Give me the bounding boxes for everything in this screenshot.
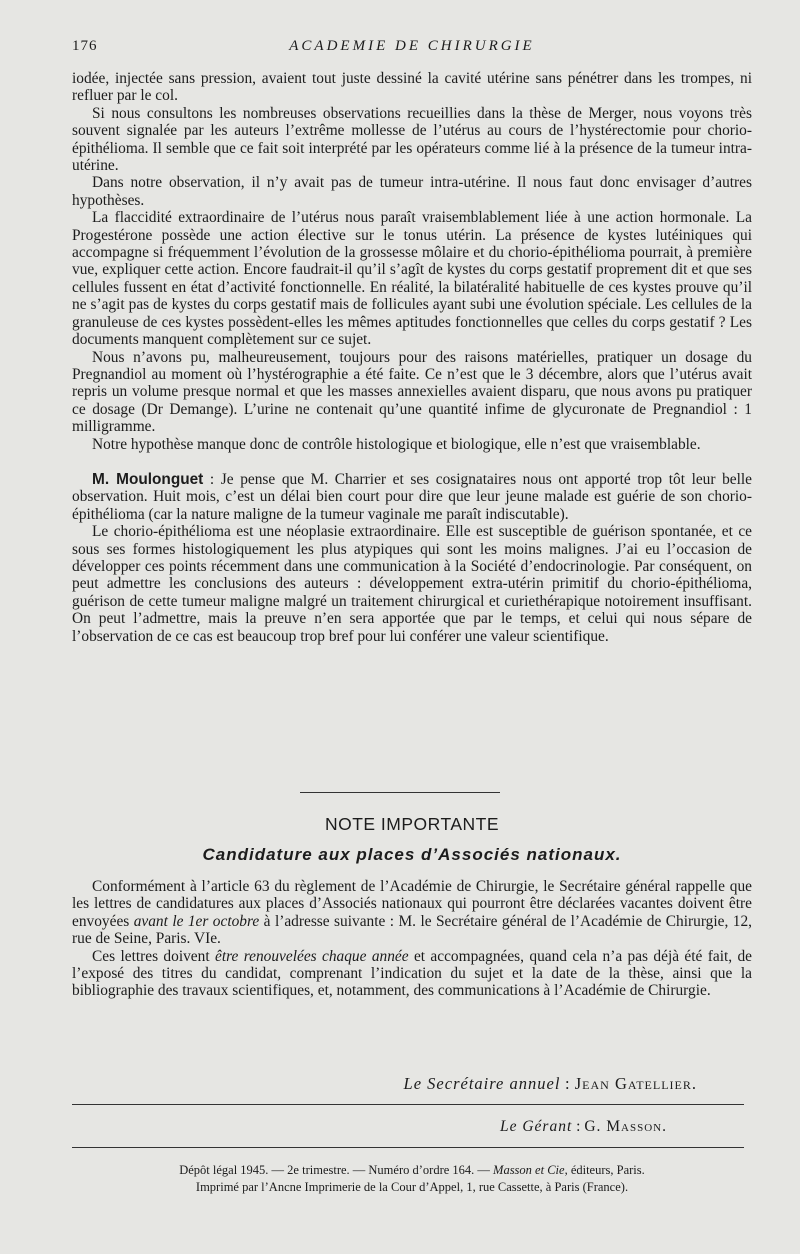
manager-role: Le Gérant: [499, 1118, 573, 1135]
note-text: Ces lettres doivent: [92, 947, 215, 965]
paragraph: Notre hypothèse manque donc de contrôle histologique et biologique, elle n’est que vraisemblable.: [92, 435, 701, 453]
running-header: [72, 38, 752, 60]
signature: [72, 1074, 697, 1094]
page-number: 176: [72, 38, 98, 54]
note-text: à l’adresse suivante : M. le Secrétaire général de l’Académie de Chirurgie, 12, rue de Seine, Paris. VIe.: [72, 912, 752, 948]
article-body: [72, 70, 752, 645]
note-paragraph: [72, 878, 752, 948]
imprint-line: [72, 1162, 752, 1179]
signature-name: Jean Gatellier.: [574, 1074, 697, 1093]
note-title: NOTE IMPORTANTE: [324, 814, 500, 834]
note-text: et accompagnées, quand cela n’a pas déjà été fait, de l’exposé des titres du candidat, comprenant l’indication du sujet et la date de la thèse, ainsi que la bibliographie des travaux scientifiques, et, notamment, des communications à l’Académie de Chirurgie.: [72, 947, 752, 1000]
paragraph: iodée, injectée sans pression, avaient tout juste dessiné la cavité utérine sans pénétrer dans les trompes, ni refluer par le col.: [72, 70, 752, 105]
imprint-text: , éditeurs, Paris.: [564, 1163, 645, 1177]
emphasis: être renouvelées chaque année: [214, 947, 409, 965]
separator: :: [560, 1074, 575, 1093]
imprint-line: Imprimé par l’Ancne Imprimerie de la Cour d’Appel, 1, rue Cassette, à Paris (France).: [195, 1180, 629, 1194]
paragraph: Dans notre observation, il n’y avait pas de tumeur intra-utérine. Il nous faut donc envisager d’autres hypothèses.: [72, 174, 752, 209]
note-body: [72, 878, 752, 1000]
manager-name: G. Masson.: [584, 1118, 667, 1135]
paragraph: Si nous consultons les nombreuses observations recueillies dans la thèse de Merger, nous voyons très souvent signalée par les auteurs l’extrême mollesse de l’utérus au cours de l’hystérectomie pour chorio-épithélioma. Il semble que ce fait soit interprété par les opérateurs comme lié à la présence de la tumeur intra-utérine.: [72, 104, 752, 175]
note-subtitle: Candidature aux places d’Associés nationaux.: [202, 845, 622, 864]
note-paragraph: [72, 948, 752, 1000]
discussion-paragraph: Le chorio-épithélioma est une néoplasie extraordinaire. Elle est susceptible de guérison spontanée, et ce sous ses formes histologiquement les plus atypiques qui sont les moins malignes. J’ai eu l’occasion de développer ces points récemment dans une communication à la Société d’endocrinologie. Par conséquent, on peut admettre les conclusions des auteurs : développement extra-utérin primitif du chorio-épithélioma, guérison de cette tumeur maligne malgré un traitement chirurgical et curiethérapique notoirement insuffisant. On peut l’admettre, mais la preuve n’en sera apportée que par le temps, et celui qui nous sépare de l’observation de ce cas est beaucoup trop bref pour lui conférer une valeur scientifique.: [72, 523, 752, 645]
discussion-text: : Je pense que M. Charrier et ses cosignataires nous ont apporté trop tôt leur belle observation. Huit mois, c’est un délai bien court pour dire que leur jeune malade est guérie de son chorio-épithélioma (car la nature maligne de la tumeur vaginale me paraît indiscutable).: [72, 470, 752, 523]
paragraph: Nous n’avons pu, malheureusement, toujours pour des raisons matérielles, pratiquer un dosage du Pregnandiol au moment où l’hystérographie a été faite. Ce n’est que le 3 décembre, alors que l’utérus avait repris un volume presque normal et que les masses annexielles avaient disparu, que nous avons pu pratiquer ce dosage (Dr Demange). L’urine ne contenait qu’une quantité infime de glycuronate de Pregnandiol : 1 milligramme.: [72, 348, 752, 436]
imprint-text: Dépôt légal 1945. — 2e trimestre. — Numéro d’ordre 164. —: [179, 1163, 494, 1177]
manager-line: [72, 1118, 667, 1136]
note-text: Conformément à l’article 63 du règlement de l’Académie de Chirurgie, le Secrétaire général rappelle que les lettres de candidatures aux places d’Associés nationaux qui pourront être déclarées vacantes doivent être envoyées: [72, 878, 752, 930]
divider-rule: [72, 1104, 744, 1105]
discussion-paragraph: [72, 471, 752, 523]
divider-rule: [72, 1147, 744, 1148]
separator: :: [572, 1118, 585, 1135]
speaker-name: M. Moulonguet: [92, 470, 204, 488]
signature-role: Le Secrétaire annuel: [403, 1074, 561, 1093]
journal-title: ACADEMIE DE CHIRURGIE: [289, 38, 535, 54]
paragraph: La flaccidité extraordinaire de l’utérus nous paraît vraisemblablement liée à une action hormonale. La Progestérone possède une action élective sur le tonus utérin. La présence de kystes lutéiniques qui accompagne si fréquemment l’évolution de la grossesse môlaire et du chorio-épithélioma pourrait, à première vue, expliquer cette action. Encore faudrait-il qu’il s’agît de kystes du corps gestatif proprement dit et que ses cellules fussent en état d’activité fonctionnelle. En réalité, la bilatéralité habituelle de ces kystes prouve qu’il ne s’agit pas de kystes du corps gestatif mais de follicules ayant subi une évolution spéciale. Les cellules de la granuleuse de ces kystes possèdent-elles les mêmes aptitudes fonctionnelles que celles du corps gestatif ? Les documents manquent complètement sur ce sujet.: [72, 209, 752, 349]
publisher-name: Masson et Cie: [493, 1163, 565, 1177]
imprint: [72, 1162, 752, 1196]
deadline: avant le 1er octobre: [133, 912, 260, 930]
section-divider: [300, 792, 500, 793]
